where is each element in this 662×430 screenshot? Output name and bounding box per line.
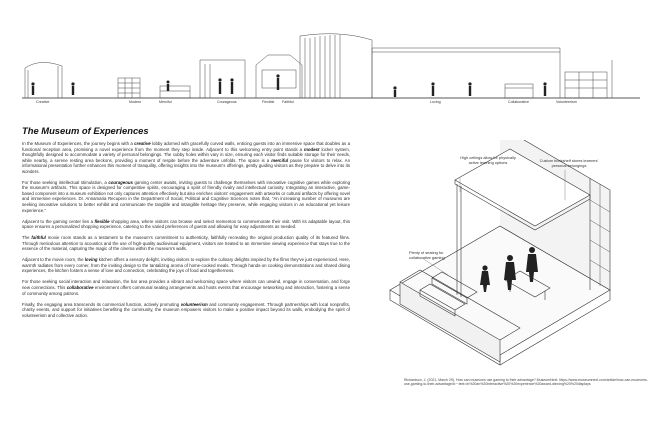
- paragraph-5: [22, 257, 350, 274]
- emphasized-word: creative: [134, 141, 151, 146]
- text-run: gaming center awaits, inviting guests to challenge themselves with innovative cognitive games while exploring the museum's artifacts. This space is designed for competitive spirits, encouraging a spirit of friendly rivalry and intellectual curiosity. Integrating an interactive, game-based component into a museum exhibition not only captures attention effectively but also enriches visitors' engagement with artworks or cultural artifacts by offering novel and immersive experiences. Dr. Annamaria Recupero in the Department of Social, Political and Cognitive Sciences notes that, "An increasing number of museums are seeking innovative solutions to better exhibit and communicate the tangible and intangible heritage they preserve, while engaging visitors in an educational yet leisure experience.": [22, 179, 350, 213]
- text-run: The: [22, 235, 32, 241]
- emphasized-word: flexible: [94, 218, 110, 224]
- annotation-plenty-seating: Plenty of seating for collaborative gaming: [409, 250, 445, 260]
- paragraph-6: [22, 279, 350, 296]
- citation: Richardson, J. (2021, March 29). How can museums use gaming to their advantage? MuseumNext. https://www.museumnext.com/article/how-can-museums-use-gaming-to-their-advantage/#:~:text=In%20an%20interactive%20%20experience%20award-winning%20%20displays: [404, 378, 648, 387]
- section-label-flexible: Flexible: [262, 100, 275, 104]
- emphasized-word: merciful: [271, 157, 289, 163]
- emphasized-word: courageous: [108, 179, 133, 185]
- emphasized-word: modest: [304, 146, 320, 152]
- text-run: Finally, the engaging area transcends its commercial function, actively promoting: [22, 301, 181, 307]
- text-run: kitchen offers a sensory delight, inviting visitors to explore the culinary delights inspired by the films they've just experienced. Here, warmth radiates from every corner, from the inviting design to the tantalizing aroma of home-cooked meals. Through hands-on cooking demonstrations and shared dining experiences, the kitchen fosters a sense of love and connection, celebrating the joys of food and togetherness.: [22, 257, 350, 274]
- paragraph-4: [22, 235, 350, 252]
- section-label-modest: Modest: [129, 100, 141, 104]
- section-label-courageous: Courageous: [217, 100, 237, 104]
- section-label-creative: Creative: [36, 100, 50, 104]
- paragraph-1: [22, 141, 350, 174]
- text-run: For those seeking social interaction and relaxation, the bar area provides a vibrant and welcoming space where visitors can unwind, engage in conversation, and forge new connections. This: [22, 279, 350, 290]
- text-run: pause for visitors to relax. An informational presentation further enhances this moment of tranquility, offering insights into the museum's offerings, gently guiding visitors as they prepare to delve into its wonders.: [22, 157, 350, 174]
- text-run: shopping area, where visitors can browse and select mementos to commemorate their visit. With its adaptable layout, this space ensures a personalized shopping experience, catering to the varied preferences of guests and allowing for easy adjustments as needed.: [22, 218, 350, 230]
- axonometric-drawing: [360, 140, 650, 380]
- paragraph-7: [22, 302, 350, 319]
- text-run: movie room stands as a testament to the museum's commitment to authenticity, faithfully recreating the original production quality of its featured films. Through meticulous attention to acoustics and the use of high-quality audiovisual equipment, visitors are treated to an immersive viewing experience that stays true to the essence of the material, capturing the magic of the cinema within the museum's walls.: [22, 235, 350, 252]
- text-run: lobby adorned with gracefully curved walls, enticing guests into an immersive space that doubles as a functional reception area, promising a novel experience from the moment they step inside. Adjacent to this welcoming entry point stands a: [22, 141, 350, 152]
- text-run: environment offers communal seating arrangements and hosts events that encourage networking and interaction, fostering a sense of community among patrons.: [22, 284, 350, 296]
- text-run: Adjacent to the gaming center lies a: [22, 218, 95, 224]
- section-elevation-drawing: [0, 0, 662, 112]
- section-label-collaborative: Collaborative: [508, 100, 529, 104]
- emphasized-word: collaborative: [66, 284, 94, 290]
- text-run: and community engagement. Through partnerships with local nonprofits, charity events, and support for initiatives benefiting the community, the museum empowers visitors to make a positive impact beyond its walls, embodying the spirit of volunteerism and collective action.: [22, 301, 350, 318]
- paragraph-3: [22, 219, 350, 230]
- page-title: The Museum of Experiences: [22, 125, 149, 136]
- text-run: locker system, thoughtfully designed to accommodate a variety of personal belongings. The cubby holes within vary in size, ensuring each visitor finds suitable storage for their needs, while nearby, a serene resting area beckons, providing a moment of respite before the adventure unfolds. The space is a: [22, 146, 350, 163]
- section-label-merciful: Merciful: [159, 100, 172, 104]
- emphasized-word: volunteerism: [180, 301, 208, 307]
- section-label-loving: Loving: [430, 100, 441, 104]
- annotation-custom-bookshelf: Custom bookshelf stores learners' personal belongings: [539, 158, 599, 168]
- text-run: Adjacent to the movie room, the: [22, 257, 85, 263]
- section-label-volunteerism: Volunteerism: [556, 100, 577, 104]
- emphasized-word: faithful: [31, 235, 46, 241]
- section-label-faithful: Faithful: [282, 100, 294, 104]
- annotation-high-ceilings: High ceilings allow for physically active learning options: [460, 155, 516, 165]
- body-text: [22, 141, 350, 324]
- paragraph-2: [22, 180, 350, 213]
- text-run: In the Museum of Experiences, the journey begins with a: [22, 141, 135, 146]
- text-run: For those seeking intellectual stimulation, a: [22, 179, 109, 185]
- emphasized-word: loving: [84, 257, 98, 263]
